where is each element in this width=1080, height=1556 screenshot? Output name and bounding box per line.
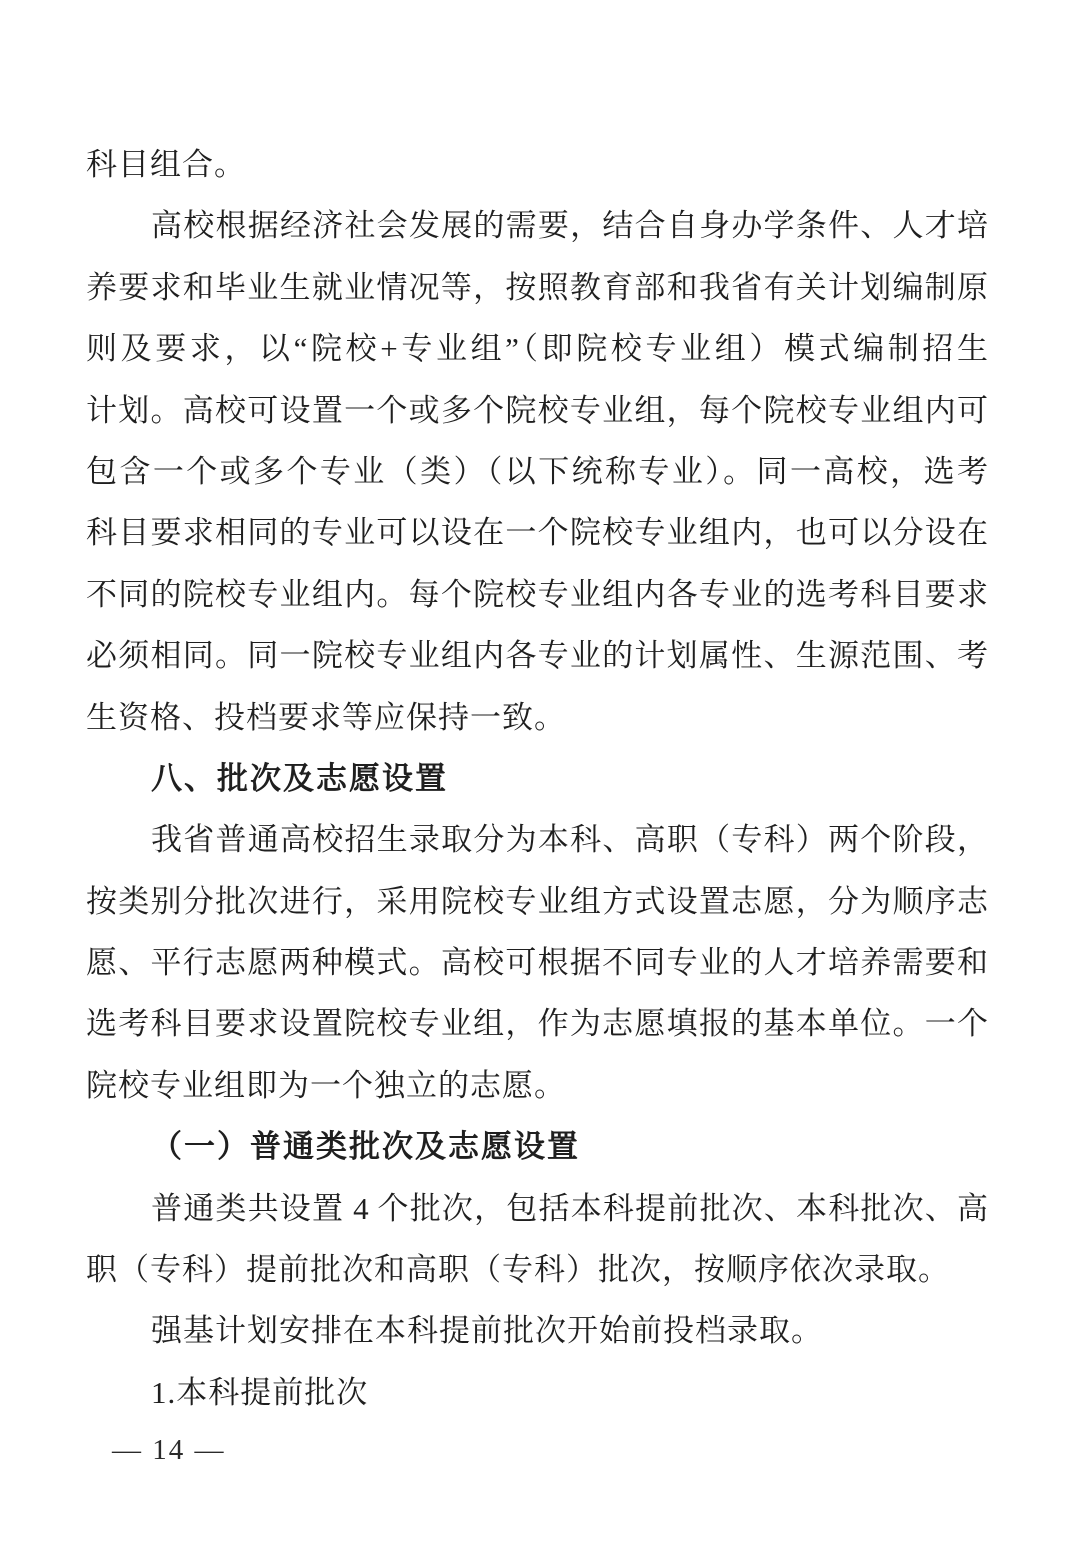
body-line: 强基计划安排在本科提前批次开始前投档录取。 (151, 1313, 823, 1349)
body-line: 选考科目要求设置院校专业组，作为志愿填报的基本单位。一个 (86, 1006, 988, 1042)
body-line: 必须相同。同一院校专业组内各专业的计划属性、生源范围、考 (86, 638, 988, 674)
body-line: 普通类共设置 4 个批次，包括本科提前批次、本科批次、高 (151, 1190, 988, 1226)
body-line: 职（专科）提前批次和高职（专科）批次，按顺序依次录取。 (86, 1252, 950, 1288)
body-line: 则及要求，以“院校+专业组”（即院校专业组）模式编制招生 (86, 331, 988, 367)
body-line: 高校根据经济社会发展的需要，结合自身办学条件、人才培 (151, 208, 988, 244)
numbered-subheading: 1.本科提前批次 (151, 1374, 369, 1410)
document-text-block (86, 134, 988, 1423)
body-line: 按类别分批次进行，采用院校专业组方式设置志愿，分为顺序志 (86, 883, 988, 919)
page-number: — 14 — (112, 1434, 226, 1466)
body-line: 愿、平行志愿两种模式。高校可根据不同专业的人才培养需要和 (86, 945, 988, 981)
body-line: 我省普通高校招生录取分为本科、高职（专科）两个阶段， (151, 822, 988, 858)
body-line: 不同的院校专业组内。每个院校专业组内各专业的选考科目要求 (86, 576, 988, 612)
body-line: 科目要求相同的专业可以设在一个院校专业组内，也可以分设在 (86, 515, 988, 551)
section-heading: 八、批次及志愿设置 (151, 760, 448, 796)
body-line: 包含一个或多个专业（类）（以下统称专业）。同一高校，选考 (86, 453, 988, 489)
body-line: 计划。高校可设置一个或多个院校专业组，每个院校专业组内可 (86, 392, 988, 428)
body-line: 科目组合。 (86, 147, 246, 182)
body-line: 生资格、投档要求等应保持一致。 (86, 699, 566, 735)
body-line: 院校专业组即为一个独立的志愿。 (86, 1067, 566, 1103)
body-line: 养要求和毕业生就业情况等，按照教育部和我省有关计划编制原 (86, 269, 988, 305)
subsection-heading: （一）普通类批次及志愿设置 (151, 1129, 580, 1165)
